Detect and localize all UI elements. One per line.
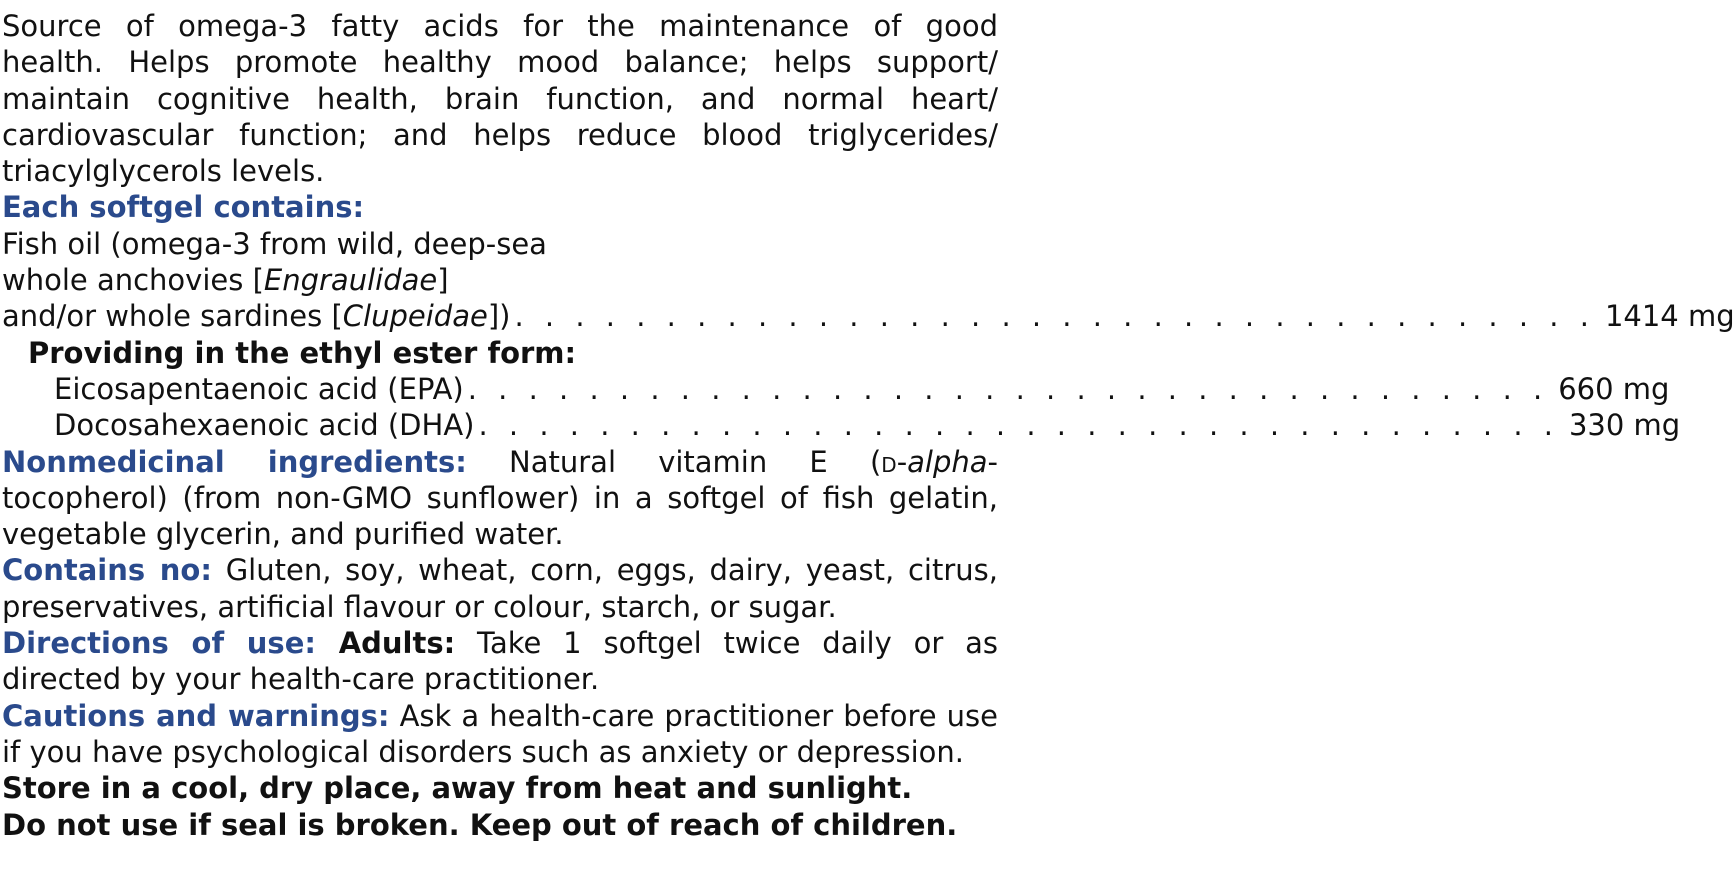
nonmedicinal-text: -tocopherol) (from non-GMO sunflower) in a softgel of fish gelatin, vegetable glycerin, and purified water. [2, 444, 999, 552]
nonmedicinal-text: Natural vitamin E ( [466, 444, 882, 479]
ethyl-ester-heading: Providing in the ethyl ester form: [28, 335, 577, 370]
nonmedicinal-section [2, 444, 998, 553]
nonmedicinal-heading: Nonmedicinal ingredients: [2, 444, 467, 479]
epa-row [2, 371, 1670, 407]
cautions-section [2, 698, 998, 771]
fish-oil-text: and/or whole sardines [ [2, 299, 343, 334]
directions-section [2, 625, 998, 698]
softgel-heading: Each softgel contains: [2, 190, 365, 225]
storage-warning: Store in a cool, dry place, away from heat and sunlight. [2, 771, 913, 806]
cautions-text: Ask a health-care practitioner before use if you have psychological disorders such as anxiety or depression. [2, 698, 998, 769]
dha-name: Docosahexaenoic acid (DHA) [54, 408, 475, 443]
intro-claim [2, 8, 998, 189]
intro-line: triacylglycerols levels. [2, 154, 325, 189]
anchovy-family-name: Engraulidae [263, 263, 438, 298]
nonmedicinal-text: d [881, 444, 897, 479]
softgel-section [2, 189, 1735, 443]
dot-leader: . . . . . . . . . . . . . . . . . . . . . . . . . . . . . . . . . . . . [478, 408, 1559, 443]
sardine-family-name: Clupeidae [342, 299, 488, 334]
dha-row [2, 407, 1681, 443]
epa-name: Eicosapentaenoic acid (EPA) [54, 371, 464, 406]
intro-line: Source of omega-3 fatty acids for the maintenance of good [2, 9, 998, 43]
dot-leader: . . . . . . . . . . . . . . . . . . . . . . . . . . . . . . . . . . . . [514, 299, 1595, 334]
intro-line: health. Helps promote healthy mood balance; helps support/ [2, 45, 998, 80]
intro-line: cardiovascular function; and helps reduce blood triglycerides/ [2, 117, 998, 152]
nonmedicinal-text: - [896, 444, 908, 479]
dha-amount: 330 mg [1568, 408, 1681, 443]
fish-oil-text: ]) [487, 299, 511, 334]
contains-no-section [2, 552, 998, 625]
nonmedicinal-alpha: alpha [907, 444, 988, 479]
directions-text: Take 1 softgel twice daily or as directed by your health-care practitioner. [2, 626, 998, 697]
fish-oil-name [2, 298, 510, 334]
fish-oil-amount: 1414 mg [1604, 299, 1735, 334]
safety-warning: Do not use if seal is broken. Keep out of reach of children. [2, 807, 958, 842]
directions-heading: Directions of use: [2, 626, 316, 661]
dot-leader: . . . . . . . . . . . . . . . . . . . . . . . . . . . . . . . . . . . . [467, 371, 1549, 406]
epa-amount: 660 mg [1558, 371, 1670, 406]
contains-no-text: Gluten, soy, wheat, corn, eggs, dairy, yeast, citrus, preservatives, artificial flavour or colour, starch, or sugar. [2, 553, 998, 624]
fish-oil-text: ] [437, 263, 449, 298]
fish-oil-row [2, 298, 1735, 334]
intro-line: maintain cognitive health, brain function, and normal heart/ [2, 81, 998, 116]
adults-label: Adults: [315, 626, 456, 661]
cautions-heading: Cautions and warnings: [2, 698, 390, 733]
fish-oil-text: whole anchovies [ [2, 263, 264, 298]
fish-oil-line [2, 262, 998, 298]
contains-no-heading: Contains no: [2, 553, 212, 588]
fish-oil-line: Fish oil (omega-3 from wild, deep-sea [2, 226, 547, 261]
storage-section [2, 770, 998, 843]
